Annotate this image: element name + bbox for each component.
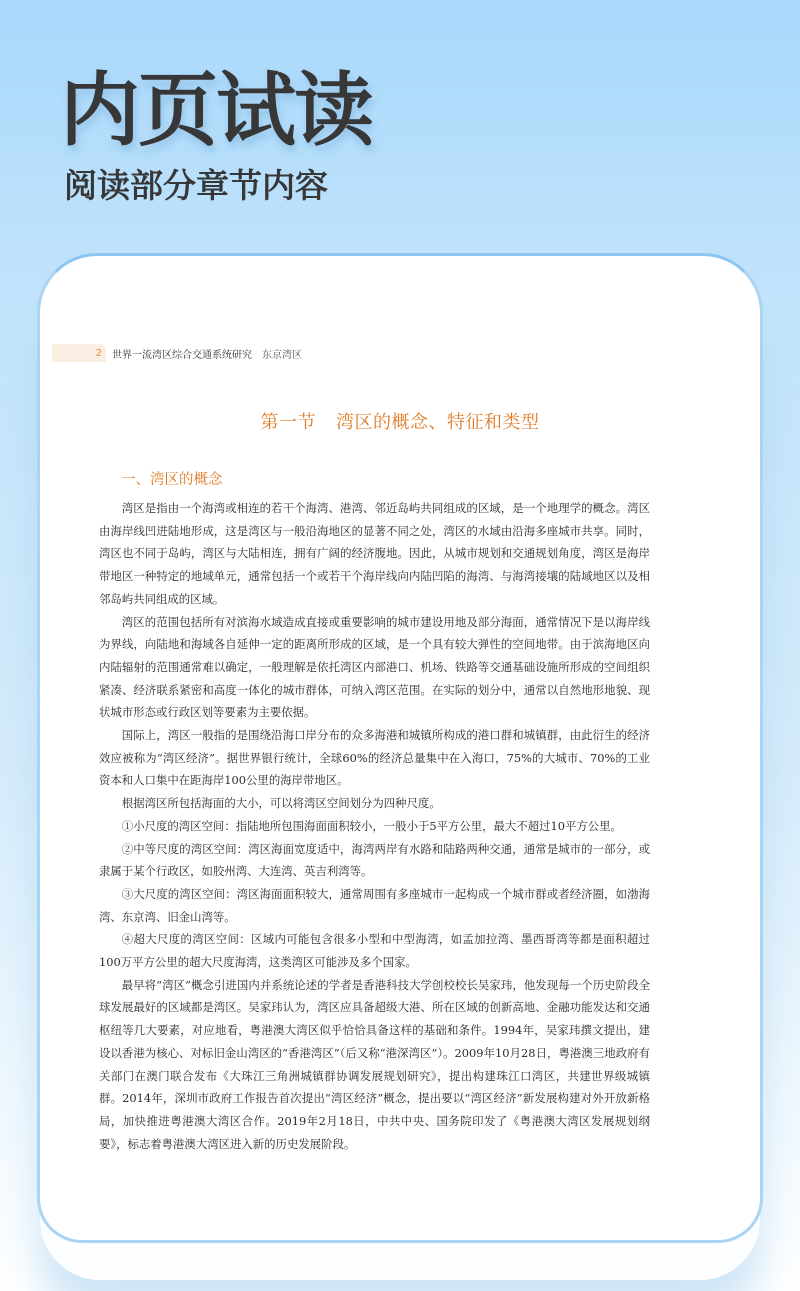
paragraph: 根据湾区所包括海面的大小，可以将湾区空间划分为四种尺度。 <box>121 796 441 811</box>
hero-subtitle: 阅读部分章节内容 <box>64 166 328 205</box>
paragraph: ②中等尺度的湾区空间：湾区海面宽度适中，海湾两岸有水路和陆路两种交通，通常是城市的一部分，或隶属于某个行政区，如胶州湾、大连湾、英吉利湾等。 <box>99 841 650 879</box>
book-title: 世界一流湾区综合交通系统研究 <box>112 349 252 361</box>
section-heading: 湾区的概念、特征和类型 <box>336 412 540 433</box>
paragraph: 最早将“湾区”概念引进国内并系统论述的学者是香港科技大学创校校长吴家玮，他发现每一个历史阶段全球发展最好的区域都是湾区。吴家玮认为，湾区应具备超级大港、所在区域的创新高地、金融功能发达和交通枢纽等几大要素，对应地看，粤港澳大湾区似乎恰恰具备这样的基础和条件。1994年，吴家玮撰文提出，建设以香港为核心、对标旧金山湾区的“香港湾区”（后又称“港深湾区”）。2009年10月28日，粤港澳三地政府有关部门在澳门联合发布《大珠江三角洲城镇群协调发展规划研究》，提出构建珠江口湾区，共建世界级城镇群。2014年，深圳市政府工作报告首次提出“湾区经济”概念，提出要以“湾区经济”新发展构建对外开放新格局，加快推进粤港澳大湾区合作。2019年2月18日，中共中央、国务院印发了《粤港澳大湾区发展规划纲要》，标志着粤港澳大湾区进入新的历史发展阶段。 <box>99 977 650 1151</box>
page-preview-card <box>37 253 763 1243</box>
paragraph: 国际上，湾区一般指的是围绕沿海口岸分布的众多海港和城镇所构成的港口群和城镇群，由此衍生的经济效应被称为“湾区经济”。据世界银行统计，全球60%的经济总量集中在入海口，75%的大城市、70%的工业资本和人口集中在距海岸100公里的海岸带地区。 <box>99 728 650 788</box>
body-text <box>99 497 650 1155</box>
running-head <box>52 344 612 362</box>
paragraph: ①小尺度的湾区空间：指陆地所包围海面面积较小，一般小于5平方公里，最大不超过10平方公里。 <box>121 818 622 833</box>
subsection-heading: 一、湾区的概念 <box>121 472 223 488</box>
hero-title: 内页试读 <box>60 64 372 157</box>
section-title <box>40 408 760 434</box>
paragraph: 湾区的范围包括所有对滨海水域造成直接或重要影响的城市建设用地及部分海面，通常情况下是以海岸线为界线，向陆地和海域各自延伸一定的距离所形成的区域，是一个具有较大弹性的空间地带。由于滨海地区向内陆辐射的范围通常难以确定，一般理解是依托湾区内部港口、机场、铁路等交通基础设施所形成的空间组织紧凑、经济联系紧密和高度一体化的城市群体，可纳入湾区范围。在实际的划分中，通常以自然地形地貌、现状城市形态或行政区划等要素为主要依据。 <box>99 614 650 720</box>
section-label: 第一节 <box>260 412 316 433</box>
page-number-tab <box>52 344 106 362</box>
chapter-name: 东京湾区 <box>262 349 302 361</box>
page-number: 2 <box>95 347 102 359</box>
paragraph: 湾区是指由一个海湾或相连的若干个海湾、港湾、邻近岛屿共同组成的区域，是一个地理学的概念。湾区由海岸线凹进陆地形成，这是湾区与一般沿海地区的显著不同之处，湾区的水域由沿海多座城市共享。同时，湾区也不同于岛屿，湾区与大陆相连，拥有广阔的经济腹地。因此，从城市规划和交通规划角度，湾区是海岸带地区一种特定的地域单元，通常包括一个或若干个海岸线向内陆凹陷的海湾、与海湾接壤的陆域地区以及相邻岛屿共同组成的区域。 <box>99 501 650 606</box>
paragraph: ④超大尺度的湾区空间：区域内可能包含很多小型和中型海湾，如孟加拉湾、墨西哥湾等都是面积超过100万平方公里的超大尺度海湾，这类湾区可能涉及多个国家。 <box>99 932 650 970</box>
paragraph: ③大尺度的湾区空间：湾区海面面积较大，通常周围有多座城市一起构成一个城市群或者经济圈，如渤海湾、东京湾、旧金山湾等。 <box>99 886 650 924</box>
